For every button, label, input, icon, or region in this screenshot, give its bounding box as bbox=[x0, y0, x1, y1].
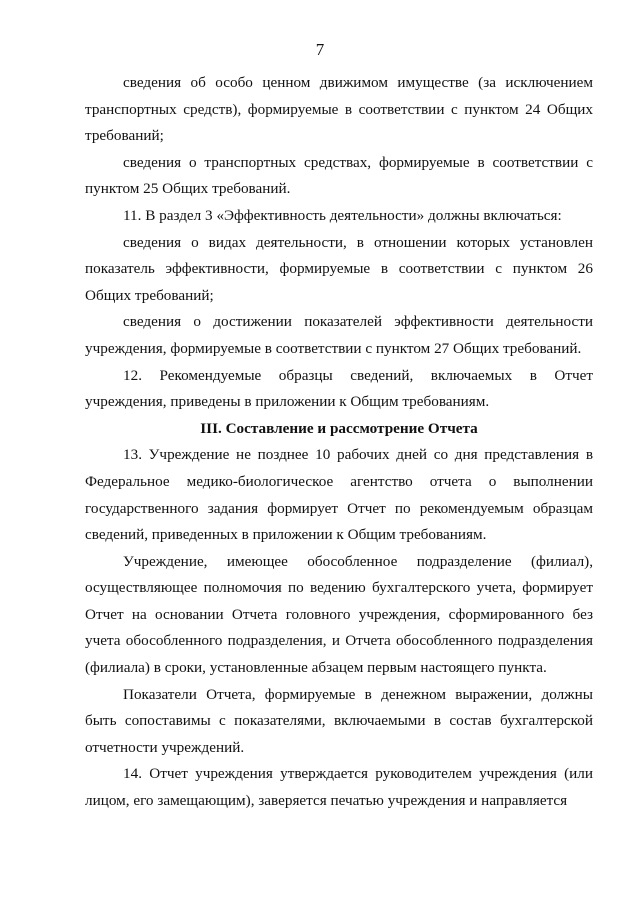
paragraph-assets: сведения об особо ценном движимом имуществе (за исключением транспортных средств), формируемые в соответствии с пунктом 24 Общих требований; bbox=[85, 74, 593, 145]
paragraph-activity-types: сведения о видах деятельности, в отношении которых установлен показатель эффективности, формируемые в соответствии с пунктом 26 Общих требований; bbox=[85, 233, 593, 304]
paragraph-item-12: 12. Рекомендуемые образцы сведений, включаемых в Отчет учреждения, приведены в приложении к Общим требованиям. bbox=[85, 366, 593, 411]
paragraph-branch: Учреждение, имеющее обособленное подразделение (филиал), осуществляющее полномочия по ведению бухгалтерского учета, формирует Отчет на основании Отчета головного учреждения, сформированного без учета обособленного подразделения, и Отчета обособленного подразделения (филиала) в сроки, установленные абзацем первым настоящего пункта. bbox=[85, 552, 593, 677]
page-number: 7 bbox=[315, 40, 325, 59]
paragraph-item-14: 14. Отчет учреждения утверждается руководителем учреждения (или лицом, его замещающим), заверяется печатью учреждения и направляется bbox=[85, 765, 593, 810]
paragraph-item-11: 11. В раздел 3 «Эффективность деятельности» должны включаться: bbox=[123, 206, 562, 224]
paragraph-vehicles: сведения о транспортных средствах, формируемые в соответствии с пунктом 25 Общих требований. bbox=[85, 153, 593, 198]
section-heading: III. Составление и рассмотрение Отчета bbox=[200, 419, 478, 437]
paragraph-item-13: 13. Учреждение не позднее 10 рабочих дней со дня представления в Федеральное медико-биологическое агентство отчета о выполнении государственного задания формирует Отчет по рекомендуемым образцам сведений, приведенных в приложении к Общим требованиям. bbox=[85, 446, 593, 544]
paragraph-monetary-indicators: Показатели Отчета, формируемые в денежном выражении, должны быть сопоставимы с показателями, включаемыми в состав бухгалтерской отчетности учреждений. bbox=[85, 685, 593, 756]
document-body bbox=[85, 70, 593, 815]
paragraph-efficiency-indicators: сведения о достижении показателей эффективности деятельности учреждения, формируемые в соответствии с пунктом 27 Общих требований. bbox=[85, 313, 593, 357]
